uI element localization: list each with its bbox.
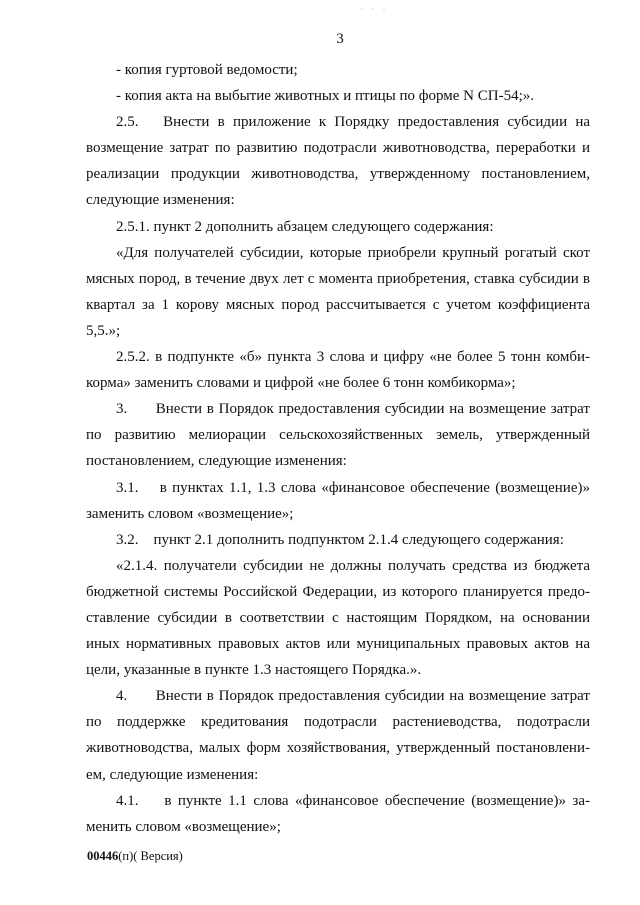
paragraph-item-4-1: 4.1. в пункте 1.1 слова «финансовое обеспечение (возмещение)» заменить словом «возмещение»; [86,792,590,835]
paragraph-item-3-2: 3.2. пункт 2.1 дополнить подпунктом 2.1.4 следующего содержания: [116,531,564,548]
paragraph-item-3-1: 3.1. в пунктах 1.1, 1.3 слова «финансовое обеспечение (возмещение)» заменить словом «возмещение»; [86,479,590,522]
paragraph-item-2-5-1: 2.5.1. пункт 2 дополнить абзацем следующего содержания: [116,218,494,235]
scan-artifact: · · · [360,4,389,14]
footer-code-number: 00446 [87,849,119,863]
paragraph-quote-2-5-1: «Для получателей субсидии, которые приобрели крупный рогатый скот мясных пород, в течение двух лет с момента приобретения, ставка субсидии в квартал за 1 корову мясных пород рассчитывается с учетом коэффициента 5,5.»; [86,244,590,339]
paragraph-quote-2-1-4: «2.1.4. получатели субсидии не должны получать средства из бюджета бюджетной системы Российской Федерации, из которого планируется предоставление субсидии в соответствии с настоящим Порядком, на основании иных нормативных правовых актов или муниципальных правовых актов на цели, указанные в пункте 1.3 настоящего Порядка.». [86,557,590,679]
paragraph-item-2-5-2: 2.5.2. в подпункте «б» пункта 3 слова и цифру «не более 5 тонн комбикорма» заменить словами и цифрой «не более 6 тонн комбикорма»; [86,349,590,392]
document-body [86,57,590,840]
footer-code-suffix: (п)( Версия) [118,849,183,863]
paragraph-item-2-5: 2.5. Внести в приложение к Порядку предоставления субсидии на возмещение затрат по развитию подотрасли животноводства, переработки и реализации продукции животноводства, утвержденному постановлением, следующие изменения: [86,114,590,209]
paragraph-list-item: - копия гуртовой ведомости; [116,62,298,78]
page-number: 3 [336,31,344,47]
paragraph-list-item: - копия акта на выбытие животных и птицы по форме N СП-54;». [116,88,534,105]
paragraph-item-3: 3. Внести в Порядок предоставления субсидии на возмещение затрат по развитию мелиорации сельскохозяйственных земель, утвержденный постановлением, следующие изменения: [86,401,590,470]
document-footer-code [87,849,183,864]
paragraph-item-4: 4. Внести в Порядок предоставления субсидии на возмещение затрат по поддержке кредитования подотрасли растениеводства, подотрасли животноводства, малых форм хозяйствования, утвержденный постановлением, следующие изменения: [86,688,590,783]
